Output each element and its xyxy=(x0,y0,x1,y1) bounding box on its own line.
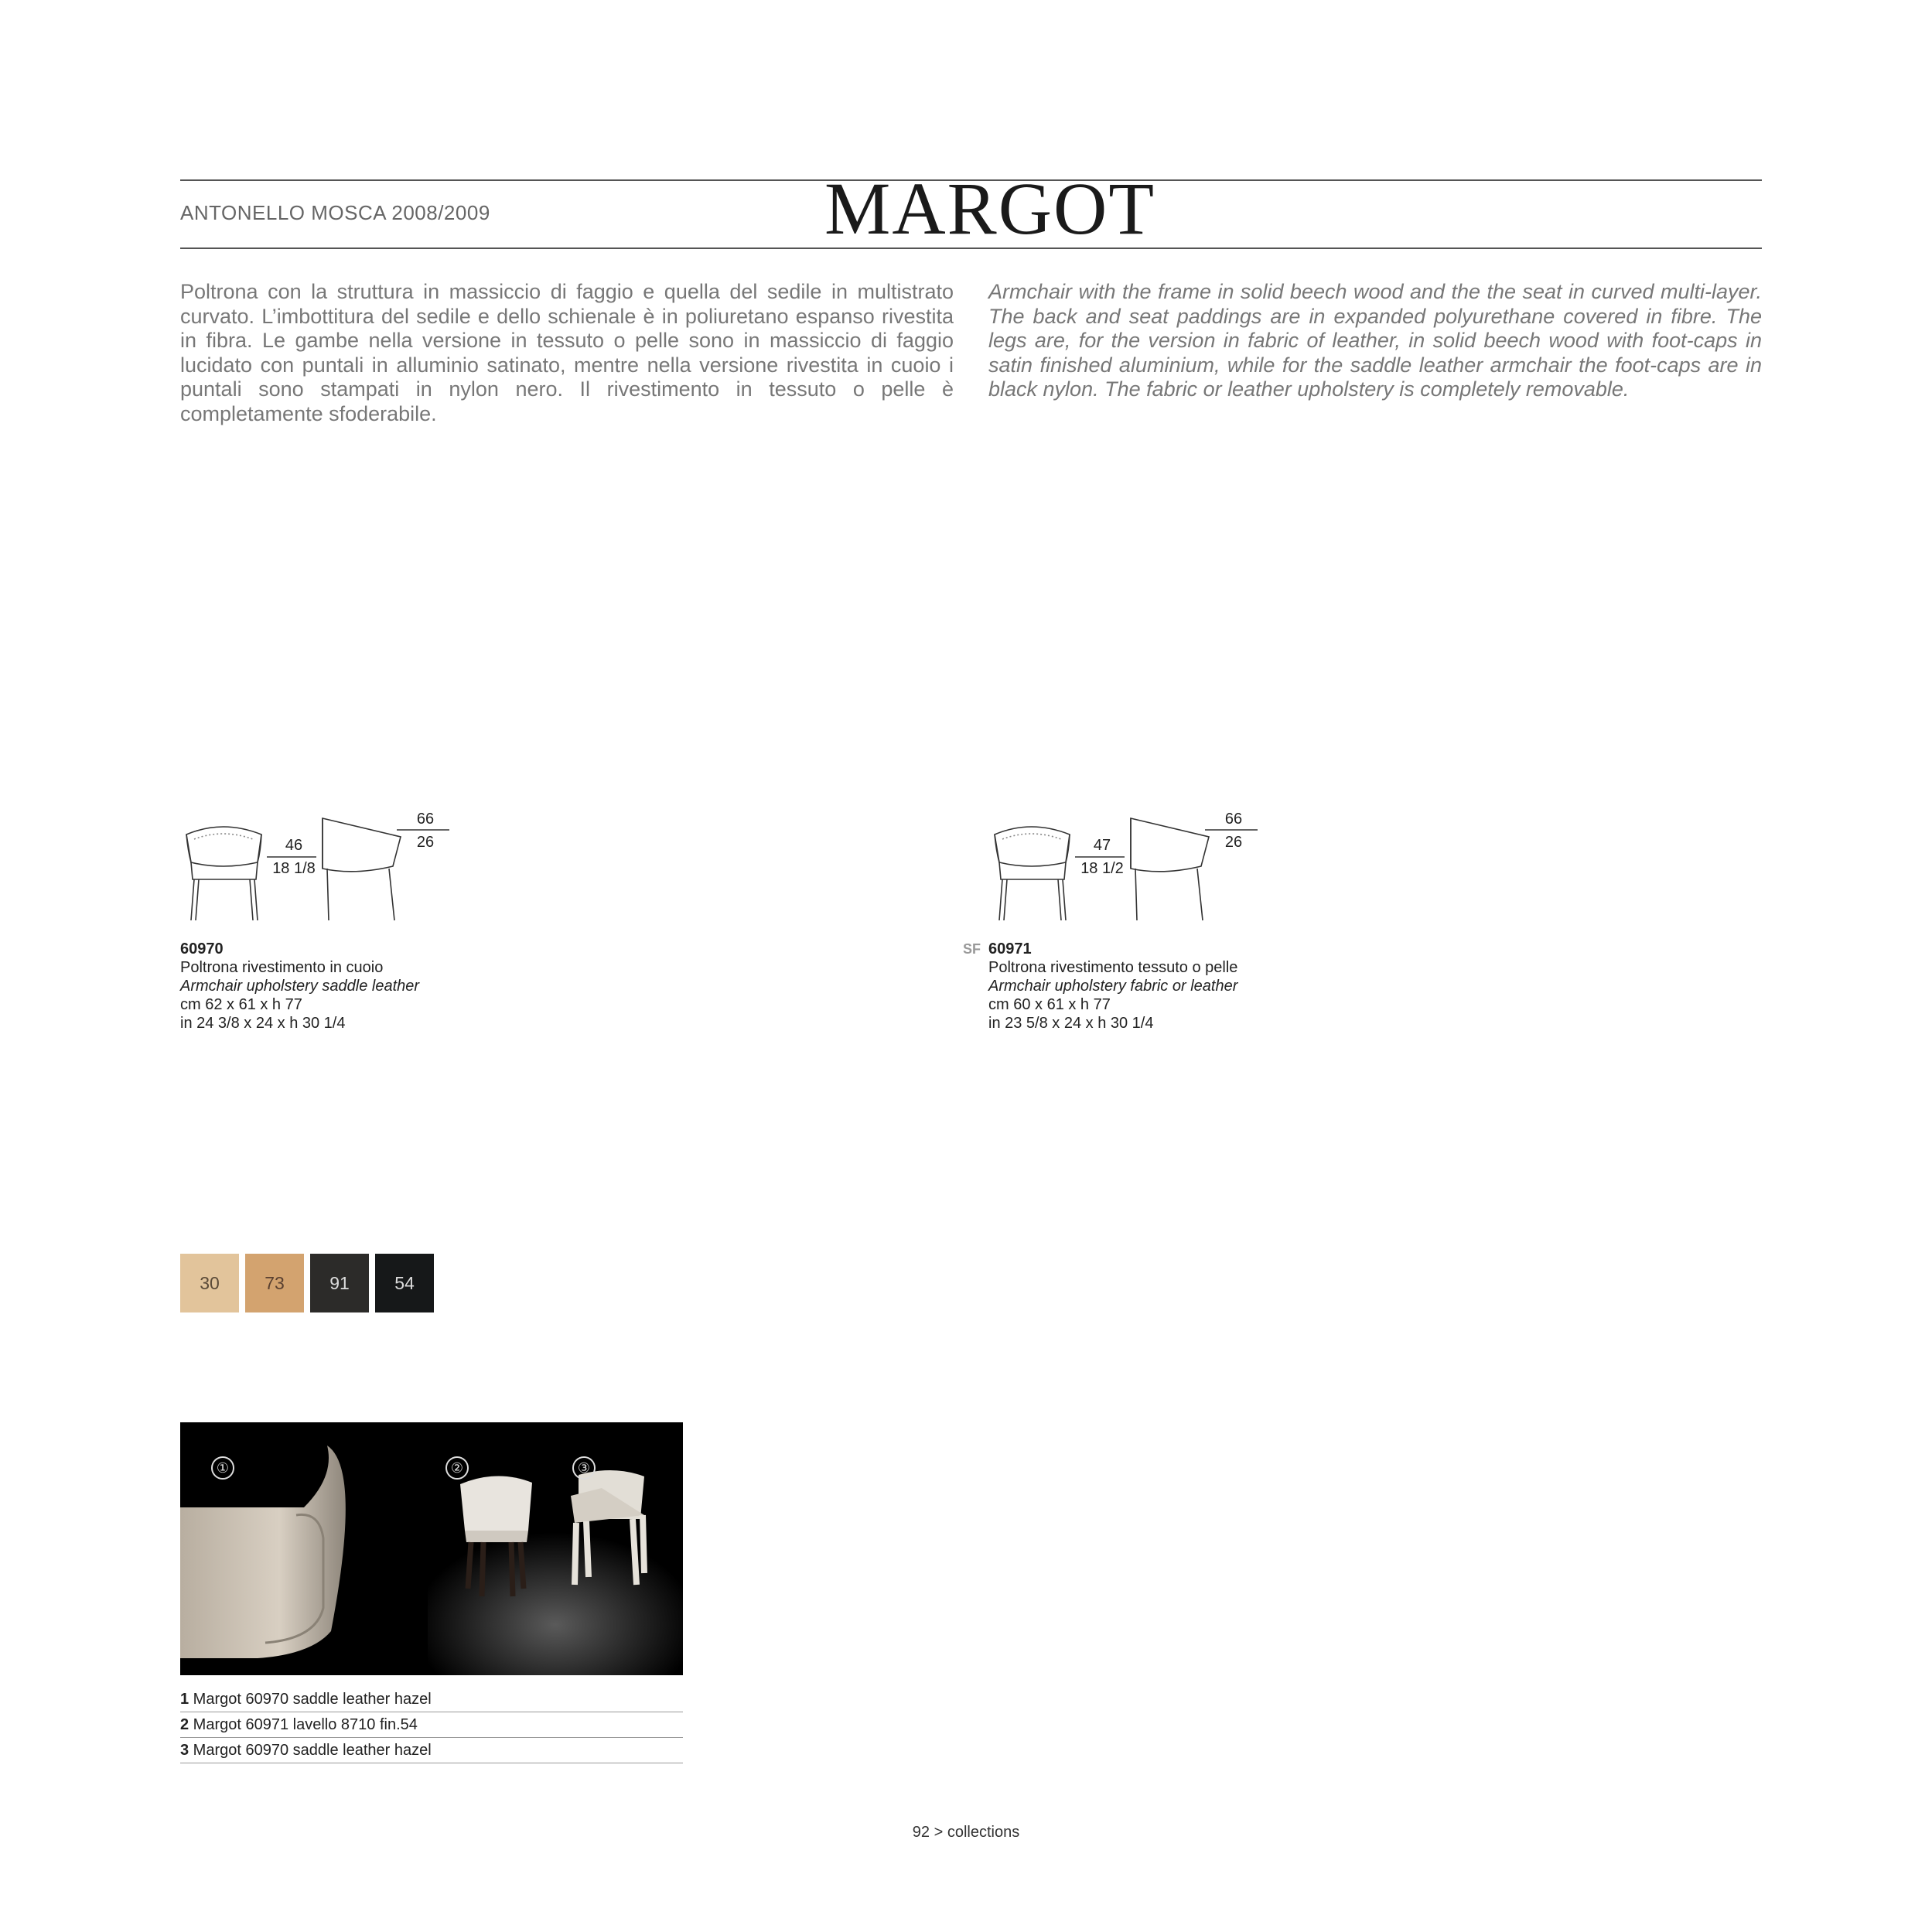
product-size-in: in 23 5/8 x 24 x h 30 1/4 xyxy=(988,1015,1154,1032)
arm-height-in: 26 xyxy=(1224,834,1243,851)
product-code: 60970 xyxy=(180,940,224,957)
photo-marker-1: ① xyxy=(211,1456,234,1480)
chairs-illustration xyxy=(180,1422,683,1675)
caption-text: Margot 60971 lavello 8710 fin.54 xyxy=(189,1716,418,1733)
caption-text: Margot 60970 saddle leather hazel xyxy=(189,1691,432,1708)
description-italian: Poltrona con la struttura in massiccio di faggio e quella del sedile in multistrato curvato. L’imbottitura del sedile e dello schienale è in poliuretano espanso rivestita in fibra. Le gambe nella versione in tessuto o pelle sono in massiccio di faggio lucidato con puntali in alluminio satinato, mentre nella versione rivestita in cuoio i puntali sono stampati in nylon nero. Il rivestimento in tessuto o pelle è completamente sfoderabile. xyxy=(180,280,954,425)
page-footer: 92 > collections xyxy=(912,1824,1020,1841)
product-size-in: in 24 3/8 x 24 x h 30 1/4 xyxy=(180,1015,346,1032)
arm-height-cm: 66 xyxy=(1224,811,1243,828)
photo-caption-1 xyxy=(180,1688,683,1712)
product-name-en: Armchair upholstery saddle leather xyxy=(180,978,420,995)
finish-label: 73 xyxy=(265,1272,285,1293)
description-english: Armchair with the frame in solid beech wood and the the seat in curved multi-layer. The back and seat paddings are in expanded polyurethane covered in fibre. The legs are, for the version in fabric of leather, in solid beech wood with foot-caps in satin finished aluminium, while for the saddle leather armchair the foot-caps are in black nylon. The fabric or leather upholstery is completely removable. xyxy=(988,280,1762,401)
caption-text: Margot 60970 saddle leather hazel xyxy=(189,1742,432,1759)
caption-number: 2 xyxy=(180,1716,189,1733)
seat-height-cm: 46 xyxy=(285,837,303,854)
caption-number: 1 xyxy=(180,1691,189,1708)
header-bottom-rule xyxy=(180,247,1762,249)
arm-height-in: 26 xyxy=(416,834,435,851)
product-name-it: Poltrona rivestimento tessuto o pelle xyxy=(988,959,1238,976)
page-title: MARGOT xyxy=(824,167,1155,250)
finish-label: 54 xyxy=(394,1272,415,1293)
sf-badge: SF xyxy=(963,941,981,957)
finish-label: 91 xyxy=(329,1272,350,1293)
photo-caption-3 xyxy=(180,1739,683,1763)
product-name-en: Armchair upholstery fabric or leather xyxy=(988,978,1238,995)
seat-height-cm: 47 xyxy=(1093,837,1111,854)
photo-caption-2 xyxy=(180,1713,683,1738)
arm-height-cm: 66 xyxy=(416,811,435,828)
finish-swatch-30[interactable] xyxy=(180,1254,239,1312)
product-code: 60971 xyxy=(988,940,1032,957)
product-name-it: Poltrona rivestimento in cuoio xyxy=(180,959,384,976)
photo-marker-3: ③ xyxy=(572,1456,596,1480)
seat-height-in: 18 1/8 xyxy=(272,860,316,877)
product-size-cm: cm 60 x 61 x h 77 xyxy=(988,996,1111,1013)
finish-swatch-91[interactable] xyxy=(310,1254,369,1312)
product-size-cm: cm 62 x 61 x h 77 xyxy=(180,996,302,1013)
photo-marker-2: ② xyxy=(445,1456,469,1480)
caption-number: 3 xyxy=(180,1742,189,1759)
finish-swatch-54[interactable] xyxy=(375,1254,434,1312)
product-info-60971 xyxy=(988,940,1391,1033)
finish-label: 30 xyxy=(200,1272,220,1293)
finish-swatch-73[interactable] xyxy=(245,1254,304,1312)
product-info-60970 xyxy=(180,940,582,1033)
designer-credit: ANTONELLO MOSCA 2008/2009 xyxy=(180,201,490,224)
seat-height-in: 18 1/2 xyxy=(1080,860,1124,877)
product-photo xyxy=(180,1422,683,1675)
